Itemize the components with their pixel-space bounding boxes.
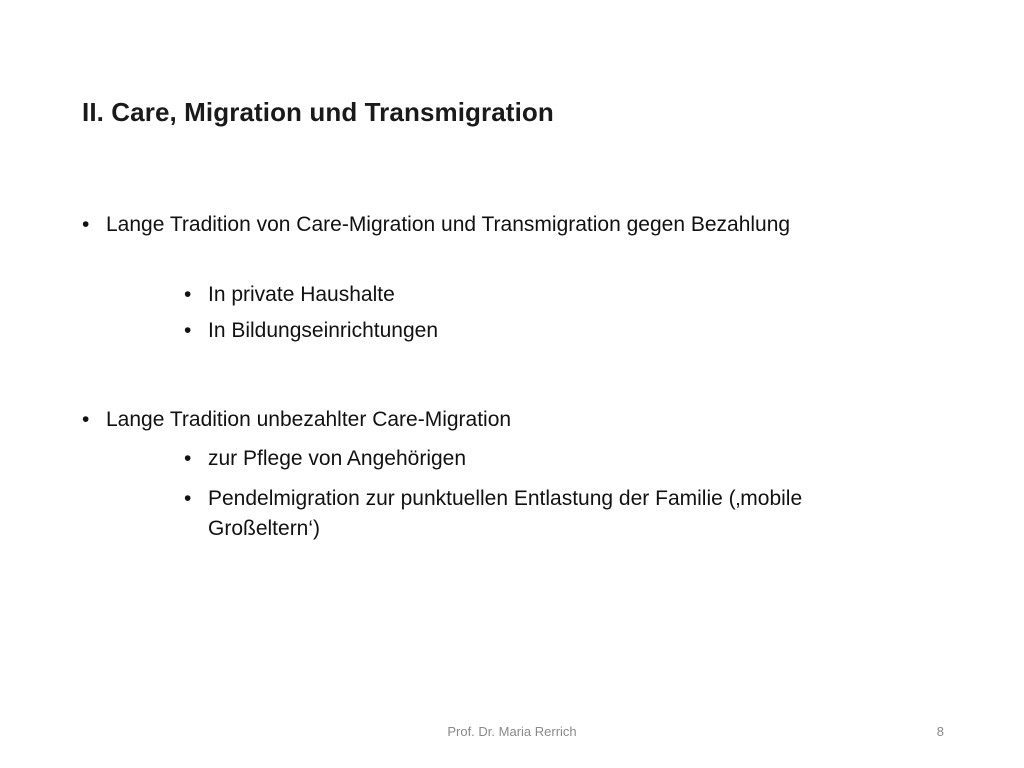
bullet-symbol: • — [82, 408, 90, 431]
sub-bullet-item — [184, 444, 884, 474]
slide-title: II. Care, Migration und Transmigration — [82, 97, 554, 127]
bullet-symbol: • — [184, 319, 192, 342]
bullet-item — [82, 210, 862, 240]
bullet-text: Lange Tradition unbezahlter Care-Migration — [106, 408, 512, 431]
bullet-symbol: • — [184, 447, 192, 470]
sub-bullet-item — [184, 280, 784, 310]
bullet-symbol: • — [184, 487, 192, 510]
sub-bullet-item — [184, 316, 784, 346]
sub-bullet-text: In private Haushalte — [208, 283, 395, 306]
sub-bullet-item — [184, 484, 884, 544]
bullet-item — [82, 405, 862, 435]
sub-bullet-text: In Bildungseinrichtungen — [208, 319, 438, 342]
bullet-symbol: • — [184, 283, 192, 306]
bullet-symbol: • — [82, 213, 90, 236]
bullet-text: Lange Tradition von Care-Migration und Transmigration gegen Bezahlung — [106, 213, 791, 236]
sub-bullet-text: zur Pflege von Angehörigen — [208, 447, 467, 470]
footer-author: Prof. Dr. Maria Rerrich — [447, 724, 577, 739]
sub-bullet-text: Pendelmigration zur punktuellen Entlastung der Familie (‚mobile Großeltern‘) — [208, 487, 803, 540]
page-number: 8 — [936, 724, 944, 739]
